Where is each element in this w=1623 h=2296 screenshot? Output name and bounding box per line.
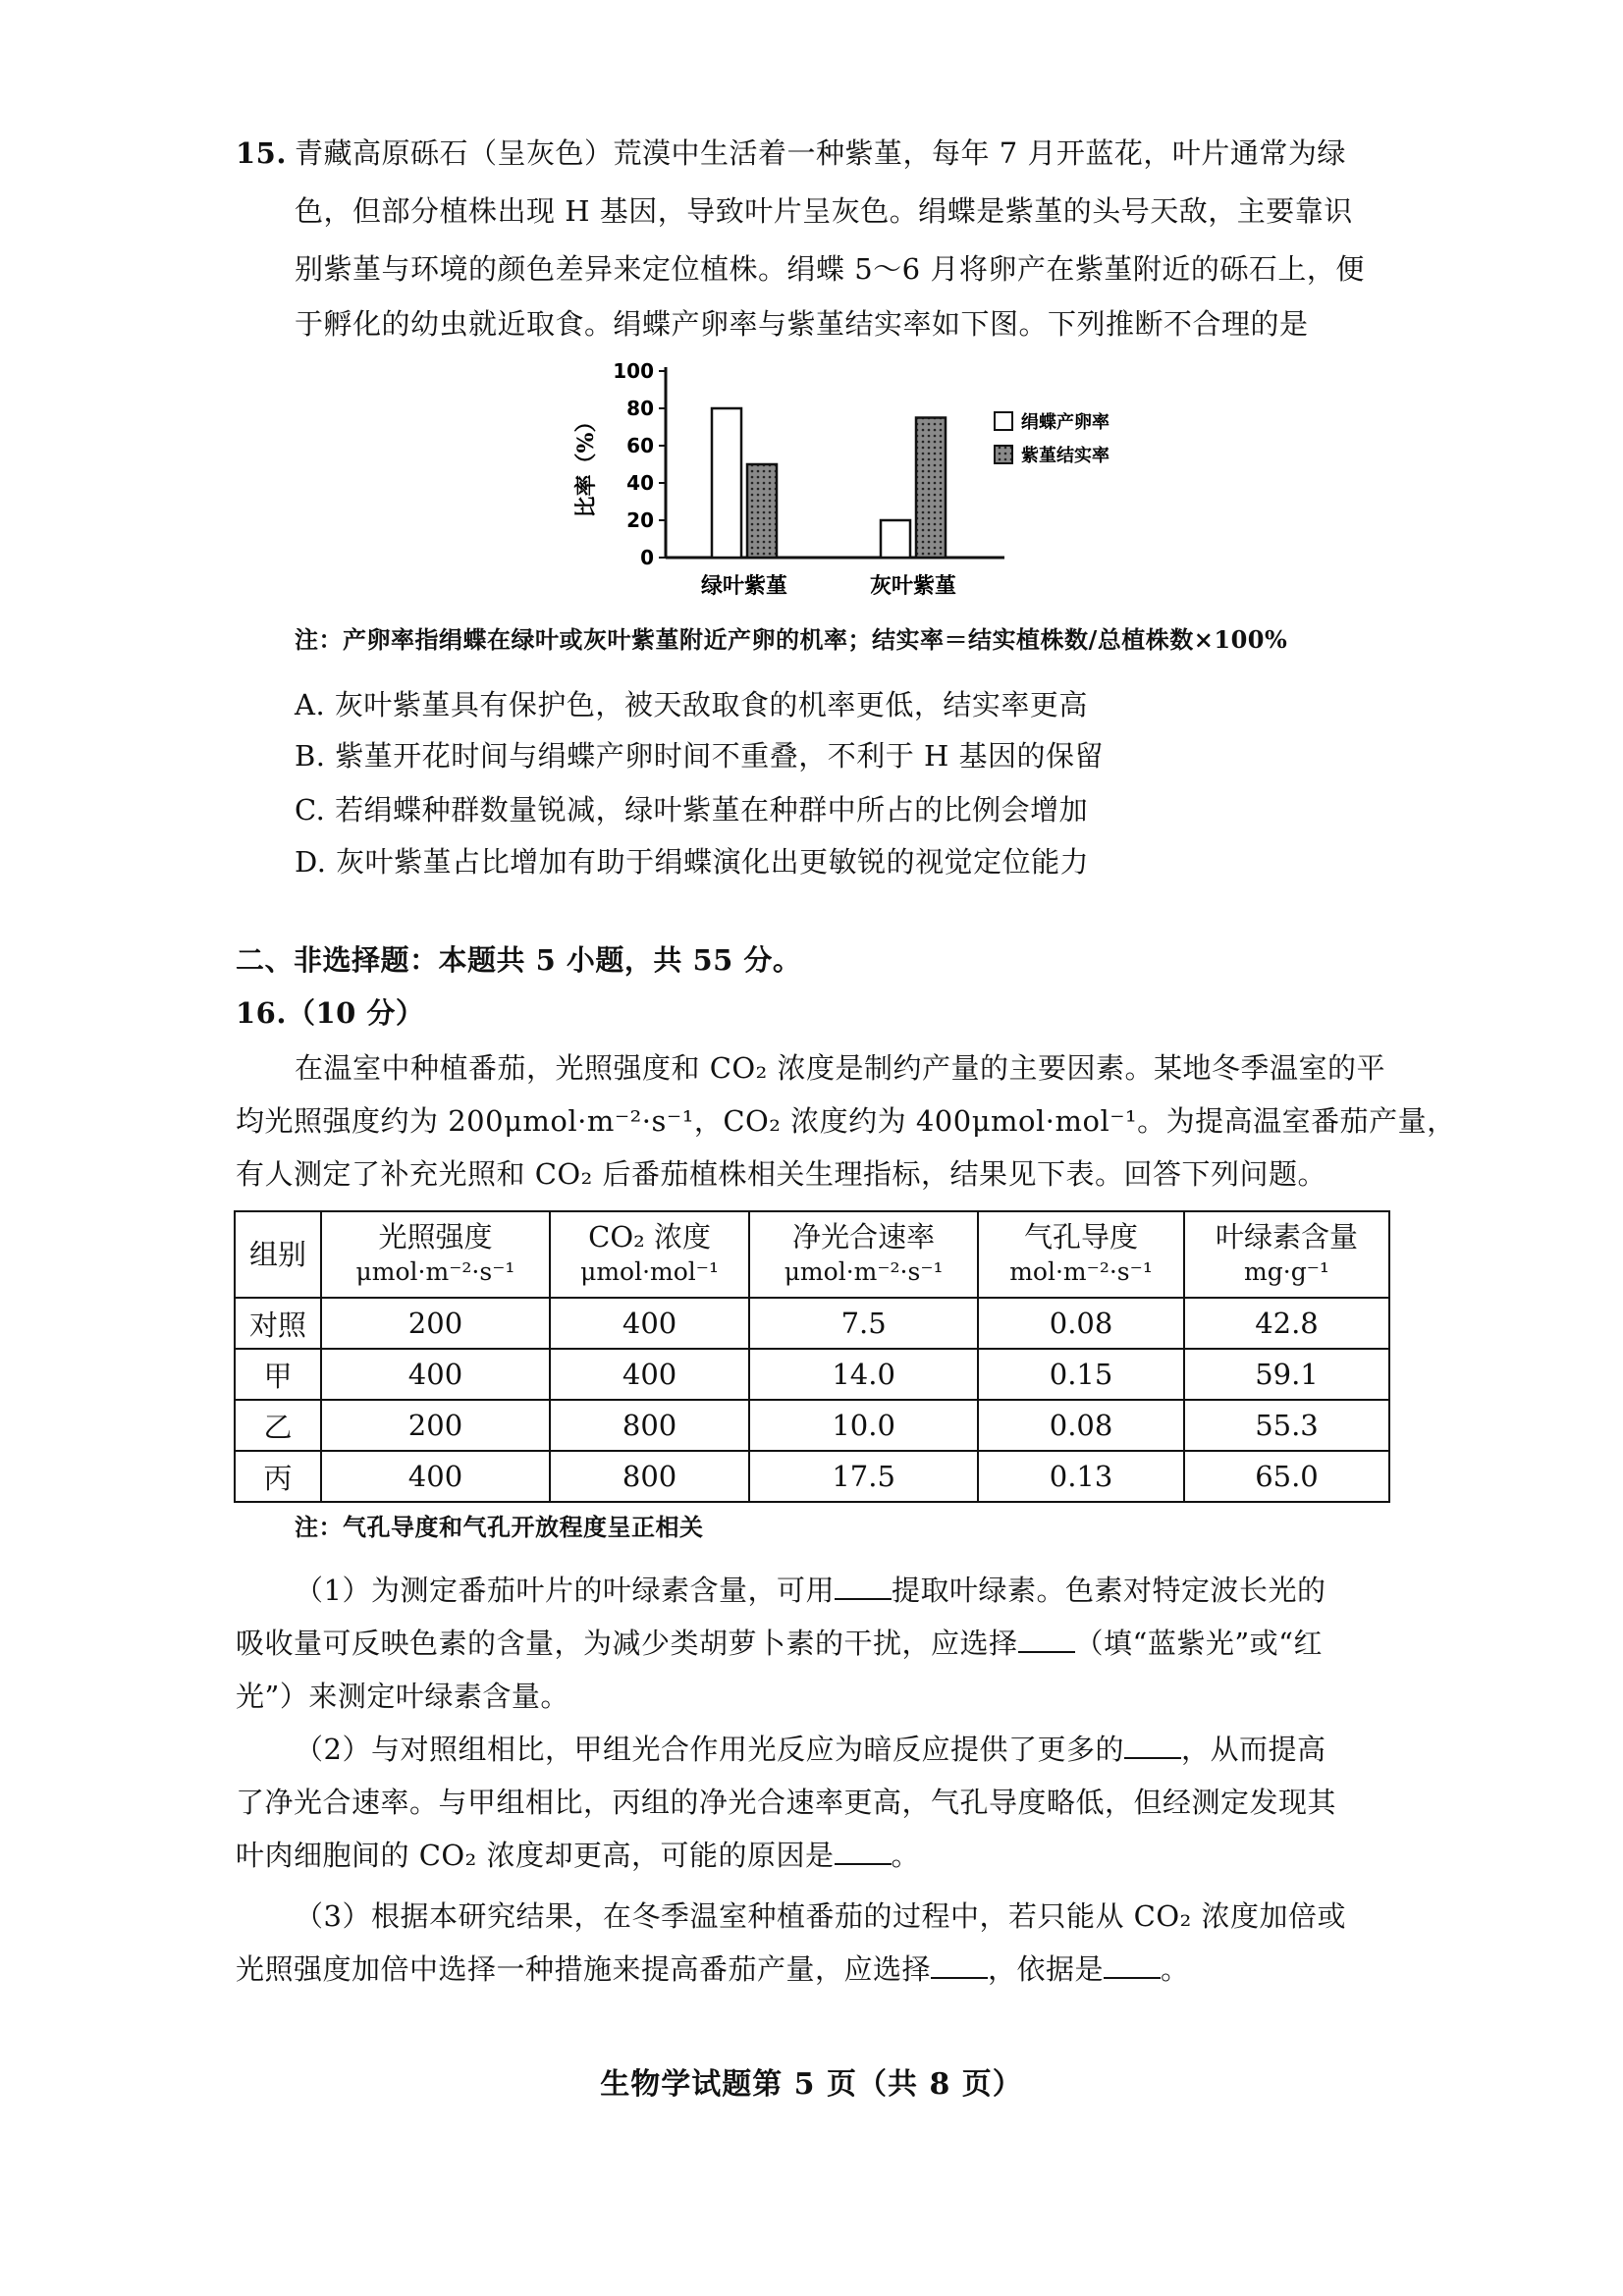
table-cell: 400 [321, 1349, 550, 1400]
legend-swatch [995, 446, 1012, 463]
table-header-1: 光照强度 μmol·m⁻²·s⁻¹ [321, 1211, 550, 1298]
y-tick-label: 40 [626, 471, 654, 495]
table-header-2: CO₂ 浓度 μmol·mol⁻¹ [550, 1211, 749, 1298]
q15-stem-line-2: 色，但部分植株出现 H 基因，导致叶片呈灰色。绢蝶是紫堇的头号天敌，主要靠识 [295, 194, 1353, 228]
table-cell: 200 [321, 1400, 550, 1451]
table-cell: 59.1 [1184, 1349, 1389, 1400]
y-tick-label: 80 [626, 397, 654, 420]
bar [712, 408, 741, 558]
bar-chart [568, 351, 1176, 609]
q15-stem-line-3: 别紫堇与环境的颜色差异来定位植株。绢蝶 5～6 月将卵产在紫堇附近的砾石上，便 [295, 252, 1365, 286]
legend-label: 绢蝶产卵率 [1021, 412, 1109, 433]
q16-part2-line-2: 了净光合速率。与甲组相比，丙组的净光合速率更高，气孔导度略低，但经测定发现其 [236, 1786, 1337, 1819]
table-row [235, 1400, 1389, 1451]
y-tick-label: 0 [640, 546, 654, 569]
table-header-row [235, 1211, 1389, 1298]
q15-number: 15. [236, 136, 287, 170]
table-cell: 400 [321, 1451, 550, 1502]
option-c: C. 若绢蝶种群数量锐减，绿叶紫堇在种群中所占的比例会增加 [295, 793, 1089, 827]
table-cell: 400 [550, 1298, 749, 1349]
table-header-0: 组别 [235, 1211, 321, 1298]
table-cell: 17.5 [749, 1451, 978, 1502]
table-cell: 0.08 [978, 1400, 1184, 1451]
y-tick-label: 100 [613, 359, 654, 383]
bar [881, 520, 910, 558]
table-cell: 0.15 [978, 1349, 1184, 1400]
q16-header: 16.（10 分） [236, 996, 425, 1030]
q15-stem-line-4: 于孵化的幼虫就近取食。绢蝶产卵率与紫堇结实率如下图。下列推断不合理的是 [295, 307, 1309, 341]
table-cell: 7.5 [749, 1298, 978, 1349]
x-tick-label: 灰叶紫堇 [869, 573, 957, 599]
table-cell: 800 [550, 1451, 749, 1502]
q16-intro-line-3: 有人测定了补充光照和 CO₂ 后番茄植株相关生理指标，结果见下表。回答下列问题。 [236, 1157, 1327, 1191]
q15-stem-line-1: 青藏高原砾石（呈灰色）荒漠中生活着一种紫堇，每年 7 月开蓝花，叶片通常为绿 [295, 136, 1346, 170]
legend-label: 紫堇结实率 [1021, 446, 1109, 466]
q16-intro-line-1: 在温室中种植番茄，光照强度和 CO₂ 浓度是制约产量的主要因素。某地冬季温室的平 [295, 1051, 1386, 1085]
q16-part3-line-1: （3）根据本研究结果，在冬季温室种植番茄的过程中，若只能从 CO₂ 浓度加倍或 [295, 1899, 1346, 1933]
table-body [235, 1298, 1389, 1502]
q16-part2-line-1: （2）与对照组相比，甲组光合作用光反应为暗反应提供了更多的 ，从而提高 [295, 1733, 1326, 1766]
section-heading: 二、非选择题：本题共 5 小题，共 55 分。 [236, 943, 802, 977]
table-cell: 甲 [235, 1349, 321, 1400]
table-cell: 0.13 [978, 1451, 1184, 1502]
table-cell: 200 [321, 1298, 550, 1349]
q15-note: 注：产卵率指绢蝶在绿叶或灰叶紫堇附近产卵的机率；结实率＝结实植株数/总植株数×100% [295, 625, 1288, 654]
q16-part1-line-2: 吸收量可反映色素的含量，为减少类胡萝卜素的干扰，应选择 （填“蓝紫光”或“红 [236, 1627, 1323, 1660]
answer-blank-2[interactable] [1018, 1626, 1075, 1653]
data-table [234, 1210, 1390, 1503]
option-a: A. 灰叶紫堇具有保护色，被天敌取食的机率更低，结实率更高 [295, 688, 1088, 721]
bar [747, 464, 777, 558]
table-cell: 55.3 [1184, 1400, 1389, 1451]
option-d: D. 灰叶紫堇占比增加有助于绢蝶演化出更敏锐的视觉定位能力 [295, 845, 1090, 879]
table-row [235, 1349, 1389, 1400]
table-row [235, 1451, 1389, 1502]
answer-blank-4[interactable] [835, 1838, 892, 1865]
y-tick-label: 60 [626, 434, 654, 457]
answer-blank-6[interactable] [1104, 1951, 1161, 1979]
answer-blank-1[interactable] [835, 1573, 892, 1600]
bar [916, 418, 946, 559]
table-header-5: 叶绿素含量 mg·g⁻¹ [1184, 1211, 1389, 1298]
answer-blank-3[interactable] [1124, 1732, 1181, 1759]
table-cell: 乙 [235, 1400, 321, 1451]
y-axis-label: 比率（%） [573, 410, 599, 518]
answer-blank-5[interactable] [931, 1951, 988, 1979]
table-row [235, 1298, 1389, 1349]
q16-part1-line-1: （1）为测定番茄叶片的叶绿素含量，可用 提取叶绿素。色素对特定波长光的 [295, 1574, 1326, 1607]
table-cell: 丙 [235, 1451, 321, 1502]
table-header-4: 气孔导度 mol·m⁻²·s⁻¹ [978, 1211, 1184, 1298]
table-cell: 0.08 [978, 1298, 1184, 1349]
table-cell: 42.8 [1184, 1298, 1389, 1349]
page-footer: 生物学试题第 5 页（共 8 页） [600, 2067, 1023, 2102]
table-cell: 800 [550, 1400, 749, 1451]
table-cell: 400 [550, 1349, 749, 1400]
table-header-3: 净光合速率 μmol·m⁻²·s⁻¹ [749, 1211, 978, 1298]
table-cell: 14.0 [749, 1349, 978, 1400]
y-tick-label: 20 [626, 508, 654, 532]
q16-part1-line-3: 光”）来测定叶绿素含量。 [236, 1680, 569, 1713]
table-note: 注：气孔导度和气孔开放程度呈正相关 [295, 1513, 704, 1541]
q16-part3-line-2: 光照强度加倍中选择一种措施来提高番茄产量，应选择 ，依据是 。 [236, 1952, 1190, 1986]
q16-part2-line-3: 叶肉细胞间的 CO₂ 浓度却更高，可能的原因是 。 [236, 1839, 921, 1872]
legend-swatch [995, 412, 1012, 430]
x-tick-label: 绿叶紫堇 [700, 573, 788, 599]
table-cell: 65.0 [1184, 1451, 1389, 1502]
table-cell: 10.0 [749, 1400, 978, 1451]
q16-intro-line-2: 均光照强度约为 200μmol·m⁻²·s⁻¹，CO₂ 浓度约为 400μmol·mol⁻¹。为提高温室番茄产量， [236, 1104, 1456, 1138]
option-b: B. 紫堇开花时间与绢蝶产卵时间不重叠，不利于 H 基因的保留 [295, 739, 1104, 773]
table-cell: 对照 [235, 1298, 321, 1349]
